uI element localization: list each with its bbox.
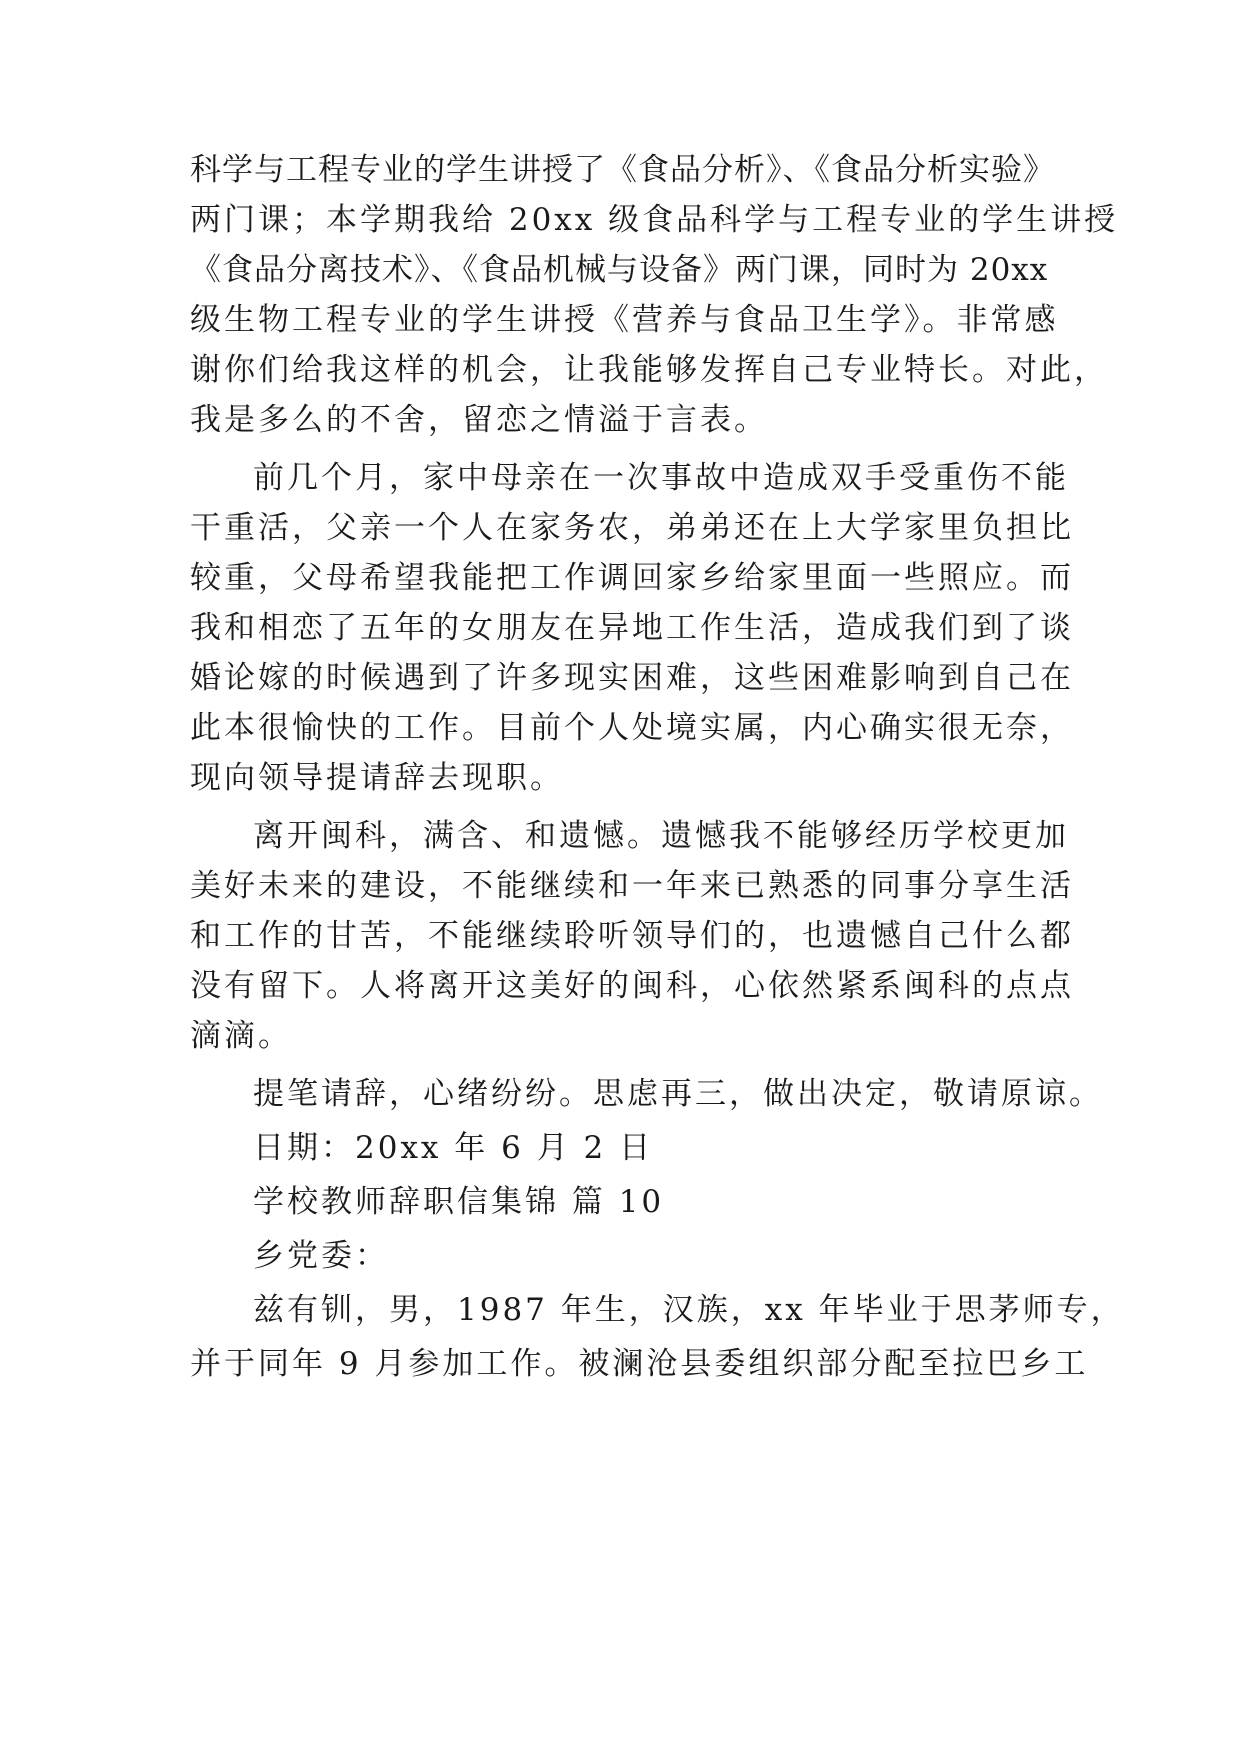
paragraph-2-line-3: 较重，父母希望我能把工作调回家乡给家里面一些照应。而 — [190, 560, 1074, 596]
paragraph-3-line-4: 没有留下。人将离开这美好的闽科，心依然紧系闽科的点点 — [190, 968, 1074, 1004]
paragraph-4-line-1: 兹有钏，男，1987 年生，汉族，xx 年毕业于思茅师专， — [253, 1292, 1125, 1328]
text-line-4: 级生物工程专业的学生讲授《营养与食品卫生学》。非常感 — [190, 302, 1059, 338]
paragraph-2-line-5: 婚论嫁的时候遇到了许多现实困难，这些困难影响到自己在 — [190, 660, 1074, 696]
text-line-2: 两门课；本学期我给 20xx 级食品科学与工程专业的学生讲授 — [190, 202, 1119, 238]
text-line-6: 我是多么的不舍，留恋之情溢于言表。 — [190, 402, 768, 438]
paragraph-3-line-3: 和工作的甘苦，不能继续聆听领导们的，也遗憾自己什么都 — [190, 918, 1074, 954]
paragraph-2-line-1: 前几个月，家中母亲在一次事故中造成双手受重伤不能 — [253, 460, 1069, 496]
paragraph-2-line-2: 干重活，父亲一个人在家务农，弟弟还在上大学家里负担比 — [190, 510, 1074, 546]
closing-line: 提笔请辞，心绪纷纷。思虑再三，做出决定，敬请原谅。 — [253, 1076, 1103, 1112]
paragraph-2-line-7: 现向领导提请辞去现职。 — [190, 760, 564, 796]
paragraph-2-line-6: 此本很愉快的工作。目前个人处境实属，内心确实很无奈， — [190, 710, 1074, 746]
text-line-5: 谢你们给我这样的机会，让我能够发挥自己专业特长。对此， — [190, 352, 1108, 388]
paragraph-4-line-2: 并于同年 9 月参加工作。被澜沧县委组织部分配至拉巴乡工 — [190, 1346, 1089, 1382]
paragraph-3-line-5: 滴滴。 — [190, 1018, 292, 1054]
date-line: 日期：20xx 年 6 月 2 日 — [253, 1130, 654, 1166]
paragraph-3-line-1: 离开闽科，满含、和遗憾。遗憾我不能够经历学校更加 — [253, 818, 1069, 854]
salutation: 乡党委： — [253, 1238, 389, 1274]
section-heading: 学校教师辞职信集锦 篇 10 — [253, 1184, 665, 1220]
paragraph-2-line-4: 我和相恋了五年的女朋友在异地工作生活，造成我们到了谈 — [190, 610, 1074, 646]
paragraph-3-line-2: 美好未来的建设，不能继续和一年来已熟悉的同事分享生活 — [190, 868, 1074, 904]
text-line-3: 《食品分离技术》、《食品机械与设备》两门课，同时为 20xx — [190, 252, 1049, 288]
text-line-1: 科学与工程专业的学生讲授了《食品分析》、《食品分析实验》 — [190, 152, 1055, 188]
